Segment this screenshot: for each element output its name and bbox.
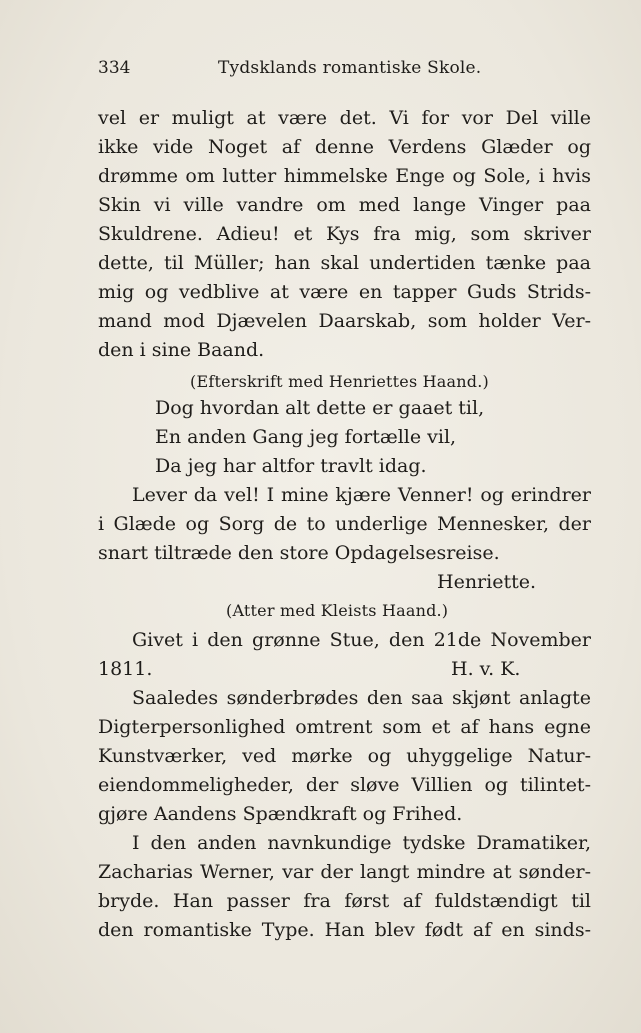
text-line: dette, til Müller; han skal undertiden tænke paa	[98, 252, 591, 274]
text-line: i Glæde og Sorg de to underlige Mennesker, der	[98, 513, 591, 535]
text-line: mand mod Djævelen Daarskab, som holder Ver-	[98, 310, 591, 332]
text-line: Kunstværker, ved mørke og uhyggelige Natur-	[98, 745, 591, 767]
text-line: Lever da vel! I mine kjære Venner! og erindrer	[132, 484, 591, 506]
text-line: Saaledes sønderbrødes den saa skjønt anlagte	[132, 687, 591, 709]
page-header	[98, 58, 593, 82]
running-title: Tydsklands romantiske Skole.	[218, 58, 482, 78]
text-line: den romantiske Type. Han blev født af en sinds-	[98, 919, 591, 941]
text-line: drømme om lutter himmelske Enge og Sole, i hvis	[98, 165, 591, 187]
text-line: eiendommeligheder, der sløve Villien og tilintet-	[98, 774, 591, 796]
page-number: 334	[98, 58, 131, 78]
text-line: Skin vi ville vandre om med lange Vinger paa	[98, 194, 591, 216]
text-line: ikke vide Noget af denne Verdens Glæder og	[98, 136, 591, 158]
text-line: den i sine Baand.	[98, 339, 265, 361]
text-line: bryde. Han passer fra først af fuldstændigt til	[98, 890, 591, 912]
text-line: Zacharias Werner, var der langt mindre at sønder-	[98, 861, 591, 883]
verse-line: Dog hvordan alt dette er gaaet til,	[155, 397, 485, 419]
signature: Henriette.	[437, 571, 537, 593]
editorial-note: (Efterskrift med Henriettes Haand.)	[190, 372, 489, 391]
text-line: gjøre Aandens Spændkraft og Frihed.	[98, 803, 463, 825]
text-line: Skuldrene. Adieu! et Kys fra mig, som skriver	[98, 223, 591, 245]
date-line: Givet i den grønne Stue, den 21de November	[132, 629, 591, 651]
verse-line: Da jeg har altfor travlt idag.	[155, 455, 427, 477]
date-year: 1811.	[98, 658, 153, 680]
verse-line: En anden Gang jeg fortælle vil,	[155, 426, 457, 448]
text-line: Digterpersonlighed omtrent som et af hans egne	[98, 716, 591, 738]
text-line: vel er muligt at være det. Vi for vor Del ville	[98, 107, 591, 129]
text-line: I den anden navnkundige tydske Dramatiker,	[132, 832, 591, 854]
text-line: mig og vedblive at være en tapper Guds Strids-	[98, 281, 591, 303]
initials: H. v. K.	[451, 658, 521, 680]
editorial-note: (Atter med Kleists Haand.)	[226, 601, 449, 620]
text-line: snart tiltræde den store Opdagelsesreise.	[98, 542, 500, 564]
